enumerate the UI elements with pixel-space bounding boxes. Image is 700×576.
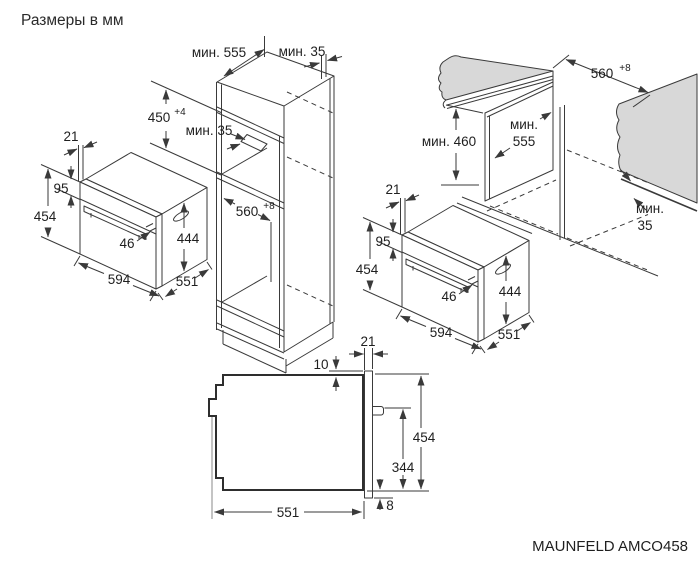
rear-vent-slot — [241, 135, 267, 152]
mounting-bracket — [373, 407, 384, 416]
dim-cabinet-top-gap-min: мин. 35 — [278, 44, 326, 59]
dim-oven2-body-height: 444 — [498, 284, 522, 299]
dim-niche-height: 450 — [147, 110, 171, 125]
dim-oven2-depth: 551 — [497, 327, 521, 342]
dim-oven2-panel-height: 95 — [375, 234, 391, 249]
model-caption: MAUNFELD AMCO458 — [532, 538, 688, 555]
dim-oven1-panel-height: 95 — [53, 181, 69, 196]
right-wall — [617, 74, 698, 203]
dim-oven2-door-offset: 21 — [385, 182, 401, 197]
dim-uc-height-min: мин. 460 — [421, 134, 477, 149]
dim-side-top-clearance: 10 — [313, 357, 329, 372]
oven-side-view — [209, 334, 436, 520]
dim-side-door-offset: 21 — [360, 334, 376, 349]
dim-uc-depth-min-value: 555 — [512, 134, 536, 149]
oven-isometric-2 — [356, 182, 534, 354]
dim-side-bracket-height: 344 — [391, 460, 415, 475]
dim-uc-niche-width-tol: +8 — [619, 63, 631, 74]
dim-oven1-body-height: 444 — [176, 231, 200, 246]
dim-niche-width-tol: +8 — [263, 201, 275, 212]
dim-rear-vent-min: мин. 35 — [185, 123, 233, 138]
dim-side-bottom-clearance: 8 — [386, 498, 394, 513]
dim-uc-rear-gap-value: 35 — [637, 218, 653, 233]
dim-oven1-height: 454 — [33, 209, 57, 224]
dim-side-height: 454 — [412, 430, 436, 445]
dim-oven2-width: 594 — [429, 325, 453, 340]
dim-uc-niche-width: 560 — [590, 66, 614, 81]
dim-oven1-depth: 551 — [175, 274, 199, 289]
dim-cabinet-depth-min: мин. 555 — [191, 45, 247, 60]
dim-oven1-handle-depth: 46 — [119, 236, 135, 251]
dim-oven2-height: 454 — [355, 262, 379, 277]
dim-uc-rear-gap-word: мин. — [635, 201, 665, 216]
dim-oven1-width: 594 — [107, 272, 131, 287]
oven-door-profile — [365, 371, 373, 498]
dim-uc-depth-min-word: мин. — [509, 117, 539, 132]
oven-body-profile — [209, 375, 363, 490]
dim-oven2-handle-depth: 46 — [441, 289, 457, 304]
oven-isometric-1 — [34, 129, 212, 301]
dim-niche-width: 560 — [235, 204, 259, 219]
dim-oven1-door-offset: 21 — [63, 129, 79, 144]
dim-niche-height-tol: +4 — [174, 107, 186, 118]
page-title: Размеры в мм — [21, 12, 124, 29]
dim-side-depth: 551 — [276, 505, 300, 520]
